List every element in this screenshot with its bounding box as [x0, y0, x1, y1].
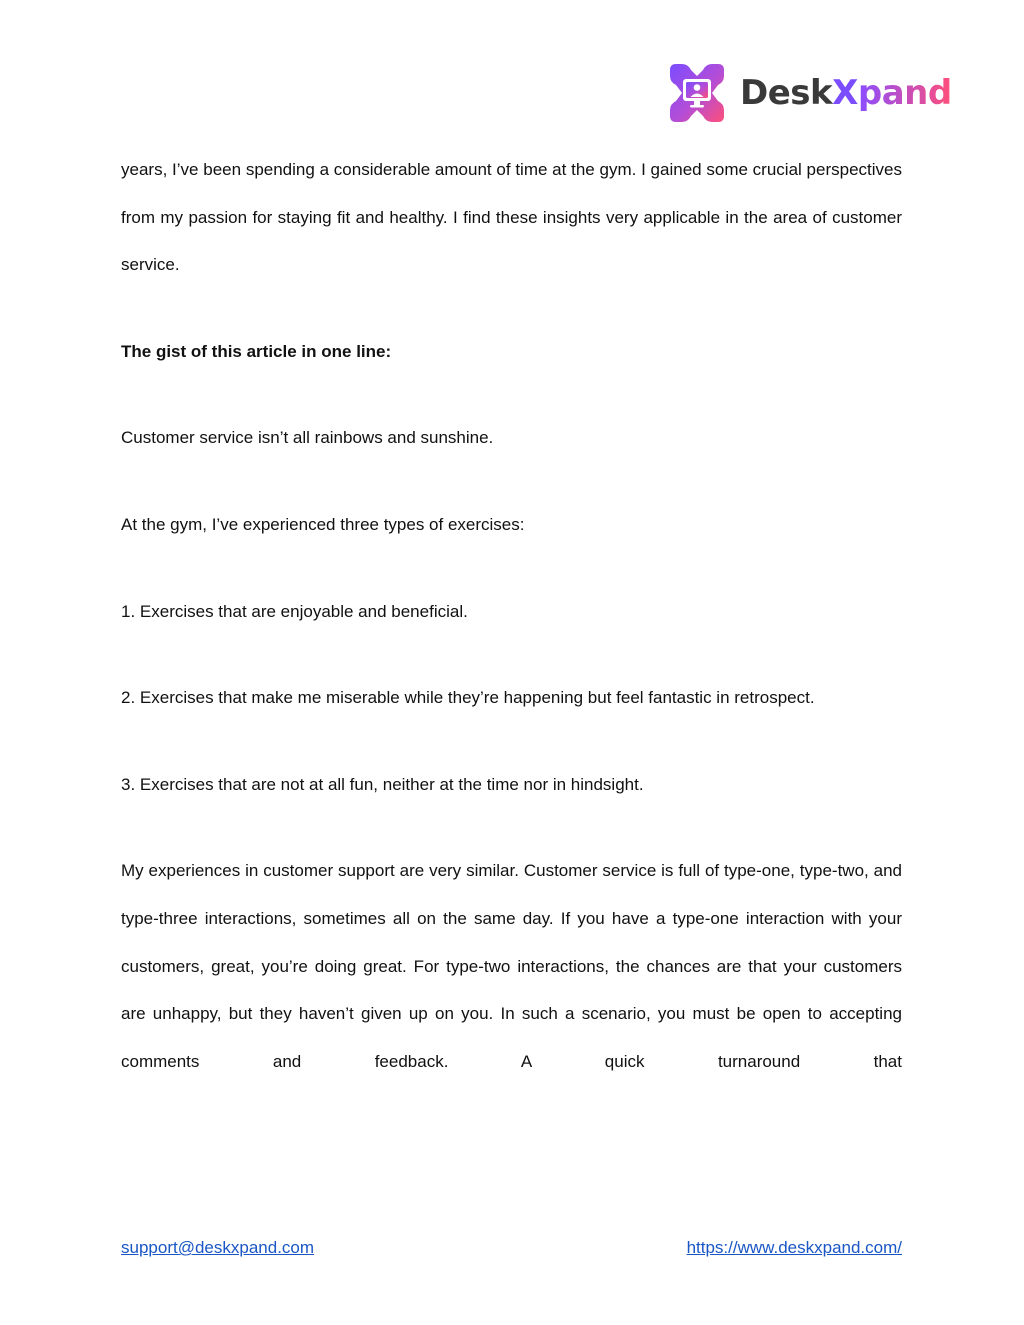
brand-logo — [664, 60, 952, 126]
list-item: 1. Exercises that are enjoyable and beneficial. — [121, 601, 468, 621]
list-item: 2. Exercises that make me miserable while they’re happening but feel fantastic in retrospect. — [121, 688, 815, 708]
support-email-link[interactable]: support@deskxpand.com — [121, 1238, 315, 1257]
brand-name-part1: Desk — [740, 73, 833, 113]
document-body — [121, 146, 902, 1085]
brand-wordmark — [740, 60, 952, 126]
brand-name-part3: pand — [857, 73, 952, 113]
website-link[interactable]: https://www.deskxpand.com/ — [686, 1238, 902, 1257]
gist-line: Customer service isn’t all rainbows and sunshine. — [121, 428, 494, 448]
exercises-intro: At the gym, I’ve experienced three types of exercises: — [121, 514, 525, 534]
gist-heading: The gist of this article in one line: — [121, 341, 392, 361]
closing-paragraph: My experiences in customer support are very similar. Customer service is full of type-one, type-two, and type-three interactions, sometimes all on the same day. If you have a type-one interaction with your customers, great, you’re doing great. For type-two interactions, the chances are that your customers are unhappy, but they haven’t given up on you. In such a scenario, you must be open to accepting comments and feedback. A quick turnaround that — [121, 861, 902, 1071]
list-item: 3. Exercises that are not at all fun, neither at the time nor in hindsight. — [121, 774, 644, 794]
page-footer — [121, 1238, 902, 1258]
monitor-user-icon — [664, 60, 730, 126]
intro-paragraph: years, I’ve been spending a considerable amount of time at the gym. I gained some crucial perspectives from my passion for staying fit and healthy. I find these insights very applicable in the area of customer service. — [121, 160, 902, 275]
brand-name-part2: X — [832, 73, 858, 113]
